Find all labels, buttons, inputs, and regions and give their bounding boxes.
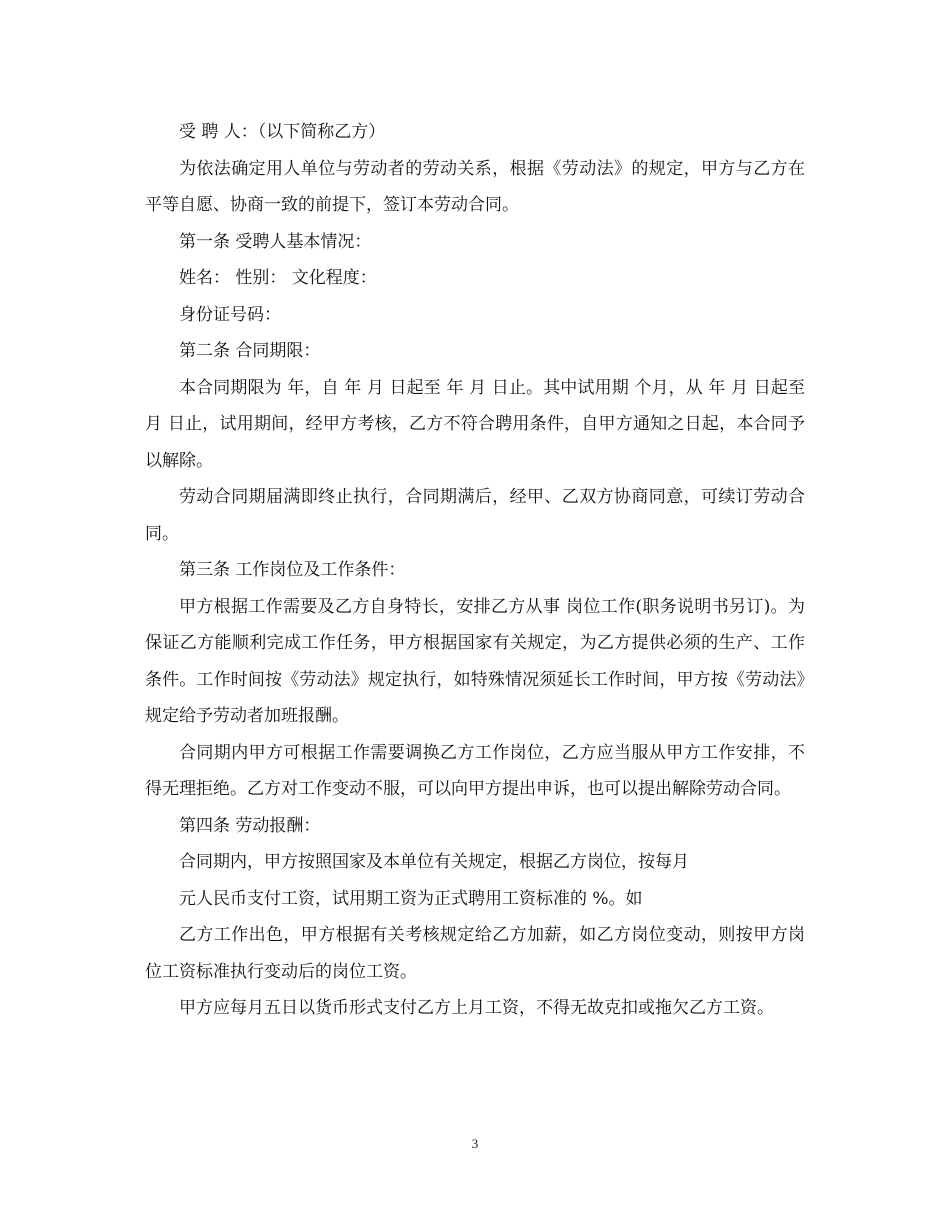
- paragraph-salary-basis: 合同期内，甲方按照国家及本单位有关规定，根据乙方岗位，按每月: [179, 852, 689, 872]
- paragraph-work-conditions: 甲方根据工作需要及乙方自身特长，安排乙方从事 岗位工作(职务说明书另订)。为保证乙方能顺利完成工作任务，甲方根据国家有关规定，为乙方提供必须的生产、工作条件。工作时间按《劳动法》规定执行，如特殊情况须延长工作时间，甲方按《劳动法》规定给予劳动者加班报酬。: [145, 596, 805, 726]
- heading-article-1: 第一条 受聘人基本情况：: [179, 231, 372, 252]
- heading-article-3: 第三条 工作岗位及工作条件：: [179, 560, 406, 580]
- paragraph-personal-info: 姓名： 性别： 文化程度：: [179, 268, 377, 288]
- page-number: 3: [471, 1136, 479, 1151]
- heading-article-4: 第四条 劳动报酬：: [179, 815, 321, 836]
- paragraph-contract-renewal: 劳动合同期届满即终止执行，合同期满后，经甲、乙双方协商同意，可续订劳动合同。: [145, 487, 805, 544]
- paragraph-contract-term: 本合同期限为 年，自 年 月 日起至 年 月 日止。其中试用期 个月，从 年 月 日起至 月 日止，试用期间，经甲方考核，乙方不符合聘用条件，自甲方通知之日起，本合同予以解除。: [145, 377, 805, 471]
- heading-article-2: 第二条 合同期限：: [179, 341, 321, 361]
- document-body: [145, 114, 805, 1027]
- paragraph-salary-amount: 元人民币支付工资，试用期工资为正式聘用工资标准的 %。如: [179, 888, 643, 909]
- paragraph-salary-payment: 甲方应每月五日以货币形式支付乙方上月工资，不得无故克扣或拖欠乙方工资。: [179, 998, 774, 1018]
- paragraph-preamble: 为依法确定用人单位与劳动者的劳动关系，根据《劳动法》的规定，甲方与乙方在平等自愿、协商一致的前提下，签订本劳动合同。: [145, 158, 805, 215]
- paragraph-id-number: 身份证号码：: [179, 304, 281, 325]
- paragraph-employee-label: 受 聘 人：（以下简称乙方）: [179, 122, 386, 142]
- paragraph-job-transfer: 合同期内甲方可根据工作需要调换乙方工作岗位，乙方应当服从甲方工作安排，不得无理拒绝。乙方对工作变动不服，可以向甲方提出申诉，也可以提出解除劳动合同。: [145, 742, 805, 799]
- paragraph-salary-raise: 乙方工作出色，甲方根据有关考核规定给乙方加薪，如乙方岗位变动，则按甲方岗位工资标准执行变动后的岗位工资。: [145, 925, 805, 982]
